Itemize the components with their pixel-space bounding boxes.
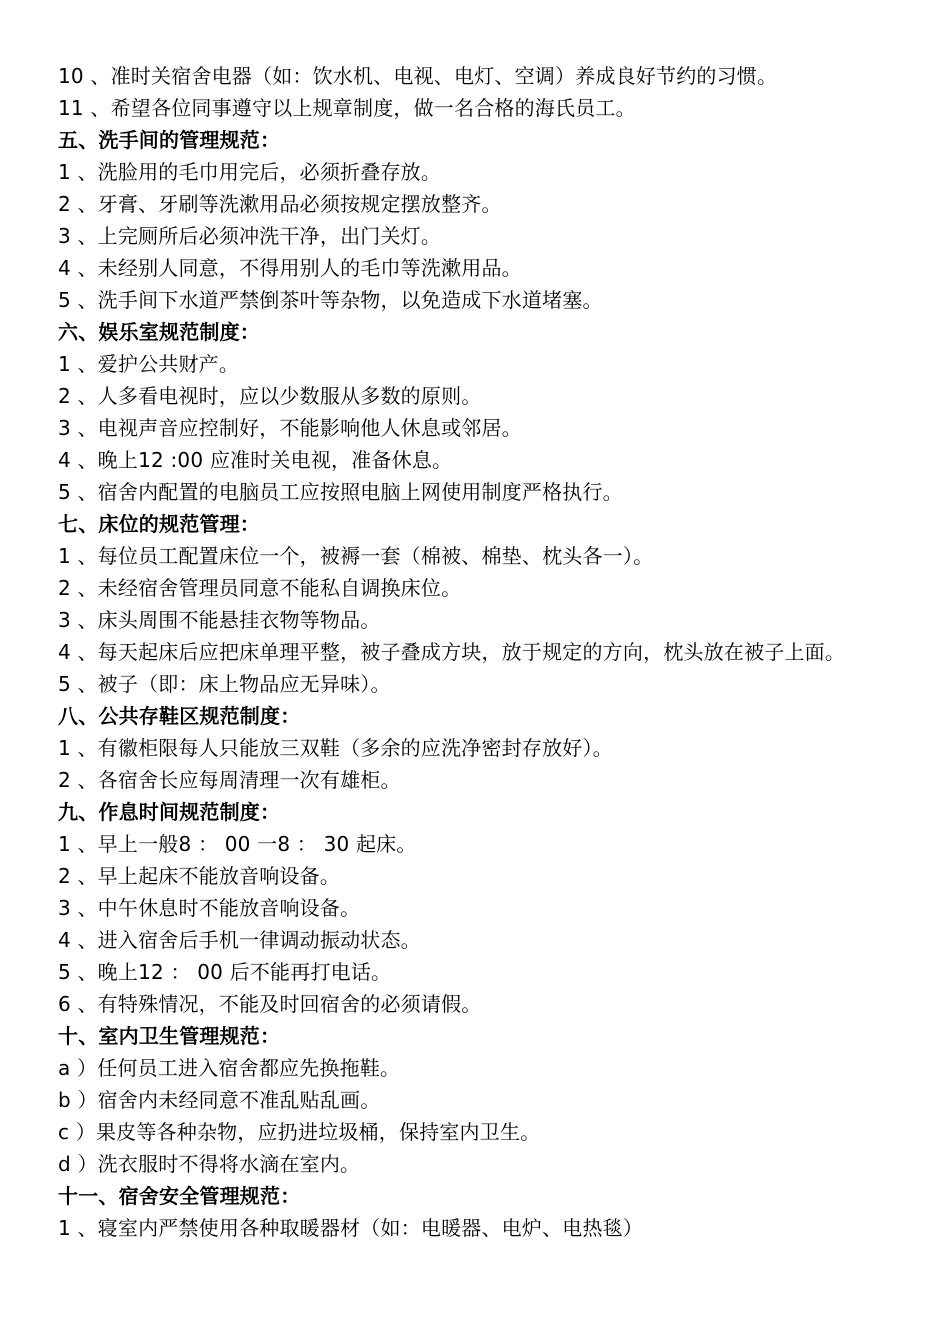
section-heading: 六、娱乐室规范制度： xyxy=(58,320,260,344)
section-heading: 五、洗手间的管理规范： xyxy=(58,128,281,152)
rule-item: 2 、未经宿舍管理员同意不能私自调换床位。 xyxy=(58,576,462,600)
rule-item: a ）任何员工进入宿舍都应先换拖鞋。 xyxy=(58,1056,401,1080)
rule-item: 5 、被子（即：床上物品应无异味）。 xyxy=(58,672,391,696)
rule-item: 2 、人多看电视时，应以少数服从多数的原则。 xyxy=(58,384,482,408)
section-heading: 七、床位的规范管理： xyxy=(58,512,260,536)
rule-item: 2 、各宿舍长应每周清理一次有雄柜。 xyxy=(58,768,401,792)
rule-item: 5 、宿舍内配置的电脑员工应按照电脑上网使用制度严格执行。 xyxy=(58,480,623,504)
document-body xyxy=(58,60,898,1244)
rule-item: 3 、电视声音应控制好，不能影响他人休息或邻居。 xyxy=(58,416,522,440)
rule-item: 11 、希望各位同事遵守以上规章制度，做一名合格的海氏员工。 xyxy=(58,96,636,120)
rule-item: 2 、早上起床不能放音响设备。 xyxy=(58,864,341,888)
rule-item: 4 、每天起床后应把床单理平整，被子叠成方块，放于规定的方向，枕头放在被子上面。 xyxy=(58,640,846,664)
rule-item: 1 、洗脸用的毛巾用完后，必须折叠存放。 xyxy=(58,160,442,184)
section-heading: 十、室内卫生管理规范： xyxy=(58,1024,281,1048)
rule-item: 4 、未经别人同意，不得用别人的毛巾等洗漱用品。 xyxy=(58,256,522,280)
rule-item: 1 、早上一般8 ： 00 一8 ： 30 起床。 xyxy=(58,832,417,856)
rule-item: 4 、进入宿舍后手机一律调动振动状态。 xyxy=(58,928,421,952)
rule-item: 1 、爱护公共财产。 xyxy=(58,352,240,376)
rule-item: 5 、洗手间下水道严禁倒茶叶等杂物，以免造成下水道堵塞。 xyxy=(58,288,603,312)
rule-item: 3 、上完厕所后必须冲洗干净，出门关灯。 xyxy=(58,224,442,248)
rule-item: 1 、每位员工配置床位一个，被褥一套（棉被、棉垫、枕头各一）。 xyxy=(58,544,654,568)
rule-item: 5 、晚上12 ： 00 后不能再打电话。 xyxy=(58,960,392,984)
rule-item: 6 、有特殊情况，不能及时回宿舍的必须请假。 xyxy=(58,992,482,1016)
rule-item: b ）宿舍内未经同意不准乱贴乱画。 xyxy=(58,1088,381,1112)
rule-item: d ）洗衣服时不得将水滴在室内。 xyxy=(58,1152,361,1176)
rule-item: 2 、牙膏、牙刷等洗漱用品必须按规定摆放整齐。 xyxy=(58,192,502,216)
rule-item: 10 、准时关宿舍电器（如：饮水机、电视、电灯、空调）养成良好节约的习惯。 xyxy=(58,64,778,88)
section-heading: 八、公共存鞋区规范制度： xyxy=(58,704,301,728)
rule-item: 4 、晚上12 :00 应准时关电视，准备休息。 xyxy=(58,448,453,472)
rule-item: 3 、中午休息时不能放音响设备。 xyxy=(58,896,361,920)
rule-item: 1 、寝室内严禁使用各种取暖器材（如：电暖器、电炉、电热毯） xyxy=(58,1216,644,1240)
rule-item: c ）果皮等各种杂物，应扔进垃圾桶，保持室内卫生。 xyxy=(58,1120,541,1144)
rule-item: 3 、床头周围不能悬挂衣物等物品。 xyxy=(58,608,381,632)
rule-item: 1 、有徽柜限每人只能放三双鞋（多余的应洗净密封存放好）。 xyxy=(58,736,613,760)
section-heading: 九、作息时间规范制度： xyxy=(58,800,281,824)
section-heading: 十一、宿舍安全管理规范： xyxy=(58,1184,301,1208)
